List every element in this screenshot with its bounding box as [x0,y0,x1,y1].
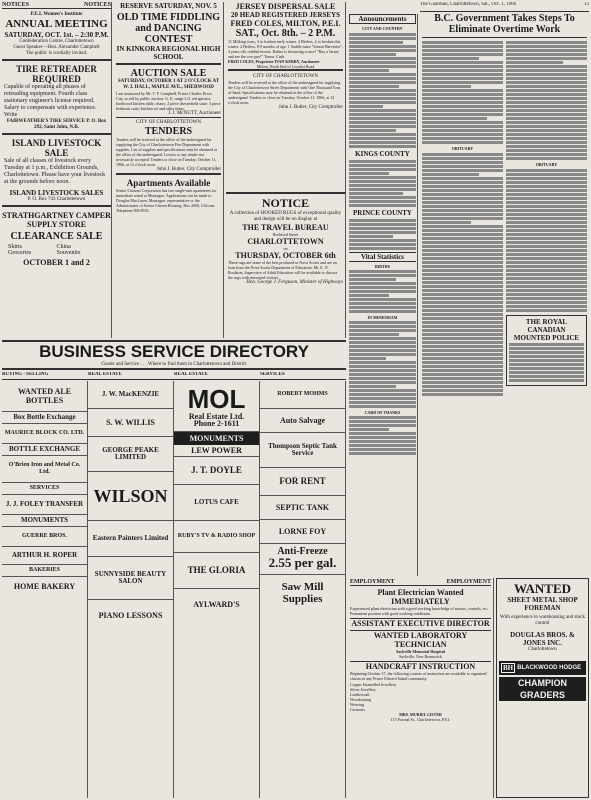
wi-date: SATURDAY, OCT. 1st. – 2:30 P.M. [4,31,109,39]
auction-title: AUCTION SALE [130,68,207,79]
champion-graders: CHAMPION GRADERS [499,677,586,701]
bsd-section: BUYING - SELLING [2,372,49,377]
prince-text-block [349,219,416,250]
lab-place: Sackville Memorial Hospital [396,649,445,654]
bsd-listing: GUERRE BROS. [2,527,87,547]
bsd-col-1 [2,381,88,798]
tire-address: FAIRWEATHER'S TIRE SERVICE P. O. Box 292, Saint John, N.B. [2,119,111,135]
bsd-listing: MAURICE BLOCK CO. LTD. [2,424,87,444]
bsd-listing: Thompson Septic Tank Service [260,433,345,468]
vital-statistics: Vital Statistics [349,252,416,262]
jersey-owner: FRED COLES, MILTON, P.E.I. [230,19,341,28]
notice-sign: Hon. George J. Ferguson, Minister of Highways [246,280,343,285]
business-directory-banner [2,340,346,370]
bsd-listing: SUNNYSIDE BEAUTY SALON [88,557,173,600]
bsd-listing: HOME BAKERY [13,582,76,591]
bsd-listing: J. T. DOYLE [174,457,259,485]
course-item: Silver Jewellery [350,687,376,692]
bsd-listing: Box Bottle Exchange [2,412,87,424]
notice-place: THE TRAVEL BUREAU [242,223,329,232]
memoriam-head: IN MEMORIAM [367,315,398,320]
card-of-thanks-head: CARD OF THANKS [364,410,401,415]
bsd-listing: PIANO LESSONS [98,611,163,620]
jersey-address: Milton, North End of Loyalist Road [228,64,343,71]
page-number: 13 [584,2,589,7]
course-item: Leathercraft [350,692,370,697]
bsd-listing: LEW POWER [174,445,259,457]
births-head: BIRTHS [375,264,390,269]
bsd-listing: AYLWARD'S [193,600,240,609]
wi-org: P.E.I. Women's Institute [30,12,83,17]
monuments-banner: MONUMENTS [174,432,259,445]
bsd-listing: SERVICES [2,483,87,495]
wanted-sub: SHEET METAL SHOP FOREMAN [507,596,578,612]
jersey-title: JERSEY DISPERSAL SALE [235,2,336,11]
notice-street: Rochford Street [272,232,299,237]
wanted-firm: DOUGLAS BROS. & JONES INC. [510,631,575,647]
livestock-name: ISLAND LIVESTOCK SALES [9,189,104,197]
lab-city: Sackville, New Brunswick [399,654,442,659]
bsd-listing: THE GLORIA [174,553,259,589]
blackwood-banner [499,661,586,675]
assistant-title: ASSISTANT EXECUTIVE DIRECTOR [351,619,490,628]
bsd-listing: SEPTIC TANK [260,496,345,520]
bsd-listing: BOTTLE EXCHANGE [2,444,87,456]
events-column [114,2,224,338]
notice-title: NOTICE [261,196,310,210]
employment-head-right: EMPLOYMENT [446,579,491,585]
bsd-listing: FOR RENT [260,468,345,496]
clearance-item: Skirts [8,244,23,250]
announcements-head: Announcements [349,14,416,24]
jersey-column [226,2,346,192]
livestock-title: ISLAND LIVESTOCK SALE [11,138,102,158]
auctioneer: J. J. McNUTT, Auctioneer [116,111,221,118]
rcmp-title: THE ROYAL CANADIAN MOUNTED POLICE [513,318,580,342]
blackwood-name: BLACKWOOD HODGE [517,665,582,671]
handcraft-body: Beginning October 17, the following courses of instruction are available to organized classes in any Prince Edward Island community. [350,671,487,681]
wi-public: The public is cordially invited. [2,51,111,61]
bc-headline: B.C. Government Takes Steps To Eliminate Overtime Work [422,13,587,38]
course-list [350,682,491,712]
clearance-item: Groceries [8,250,32,256]
wanted-city: Charlottetown [528,647,557,652]
wanted-title: WANTED [513,581,572,596]
hooked-rugs-notice [226,192,346,338]
jersey-sub: 20 HEAD REGISTERED JERSEYS [230,11,341,19]
antifreeze-title: Anti-Freeze [277,546,328,557]
notice-body: A collection of HOOKED RUGS of exceptional quality and design will be on display at [229,211,342,222]
notice-city: CHARLOTTETOWN [247,237,324,246]
jersey-date: SAT., Oct. 8th. – 2 P.M. [235,28,336,39]
handcraft-address: 113 Pownal St., Charlottetown, P.E.I. [390,717,451,722]
tenders-body: Tenders will be received at the office of the undersigned for supplying the City of Charlottetown Fire Department with supplies. List of supplies and specifications may be obtained at the office of the undersigned. Lowest or any tender not necessarily accepted. Tenders to close on Tuesday, October 11, 1966, at 12 o'clock noon. [116,137,217,167]
clearance-dates: OCTOBER 1 and 2 [23,258,90,267]
city-label-2: CITY OF CHARLOTTETOWN [253,74,318,79]
bsd-listing: ARTHUR H. ROPER [2,547,87,565]
notice-on: on [283,246,288,251]
mol-name: Real Estate Ltd. [188,412,245,421]
strathgartney-title: STRATHGARTNEY CAMPER SUPPLY STORE [2,211,111,229]
plant-body: Experienced plant electrician with a good working knowledge of motors, controls, etc. Permanent position with good working conditions. [350,606,489,616]
bsd-listing: J. W. MacKENZIE [88,381,173,409]
notices-header-left: NOTICES [2,2,30,8]
auction-date: SATURDAY, OCTOBER 1 AT 2 O'CLOCK AT W. I. HALL, MAPLE AVE., SHERWOOD [117,79,220,90]
employment-head-left: EMPLOYMENT [350,579,395,585]
tenders-title: TENDERS [144,126,193,137]
bsd-listing: Auto Salvage [260,409,345,433]
clearance-item: Souvenirs [56,250,81,256]
lab-title: WANTED LABORATORY TECHNICIAN [350,630,491,649]
masthead [420,2,589,12]
bsd-section: REAL ESTATE [174,372,208,377]
auction-body: I am instructed by Mr. T. P. Campbell, Prince Charles Drive, City, to sell by public auction: G. E. range 3 ft. refrigerator; hardwood kitchen table, chairs; 2 piece chesterfield suite; 3 piece bedroom suite; kitchen set and other items. [116,91,221,111]
bsd-listing: RUBY'S TV & RADIO SHOP [174,521,259,553]
mol-phone: Phone 2-1611 [193,419,240,428]
antifreeze-ad [260,544,345,575]
wi-place: Confederation Centre, Charlottetown [19,39,94,44]
handcraft-sign: MRS. MURIEL LISTER [399,712,442,717]
clearance-title: CLEARANCE SALE [10,231,103,242]
livestock-address: P. O. Box 743 Charlottetown [2,197,111,207]
bsd-listing: BAKERIES [2,565,87,577]
obituary-head-1: OBITUARY [451,146,474,151]
notice-more: These rugs are some of the best produced in Nova Scotia and are on loan from the Nova Scotia Department of Education. Mr. E. N. Roulston, Supervisor of Adult Education will be available to discuss the rugs with interested visitors. [228,260,338,280]
bsd-col-2 [88,381,174,798]
jersey-sign: FRED COLES, Proprietor IVAN KERRY, Auctioneer [228,59,320,64]
reserve-date: RESERVE SATURDAY, NOV. 5 [120,2,217,10]
bsd-listing: O'Brien Iron and Metal Co. Ltd. [2,456,87,483]
obituary-head-2: OBITUARY [535,162,558,167]
tire-title: TIRE RETREADER REQUIRED [16,64,97,84]
handcraft-title: HANDCRAFT INSTRUCTION [350,661,491,671]
bh-logo-icon: BH [503,664,514,672]
prince-county: PRINCE COUNTY [353,209,412,217]
notices-column [2,2,112,338]
clearance-item: China [56,244,71,250]
employment-panel-lower [348,578,494,798]
jersey-body: 11 Milking cows, 3 to freshen early winter. 4 Heifers, 2 to freshen this winter. 4 Heifers, 8-9 months of age. 1 Saddle mare "Simon Harvester", 4 years old, reddish brown. Rather is becoming scarce! "Buy a Jersey and see the cow pay!" Terms: Cash. [228,39,343,59]
bsd-listing: WILSON [88,472,173,521]
wanted-ad [496,578,589,798]
city-and-country: CITY AND COUNTRY [362,26,403,31]
bsd-listing: ROBERT MOHMS [260,381,345,409]
fiddle-title: OLD TIME FIDDLING and DANCING CONTEST [116,12,221,45]
kings-text-block [349,160,416,207]
bsd-listing: GEORGE PEAKE LIMITED [88,437,173,472]
wi-event: ANNUAL MEETING [5,18,108,30]
bsd-listing: Eastern Painters Limited [88,521,173,557]
city-label: CITY OF CHARLOTTETOWN [136,120,201,125]
bsd-listing: MONUMENTS [2,515,87,527]
births-text-block [349,270,416,313]
antifreeze-price: 2.55 per gal. [268,555,337,570]
course-item: Ceramics [350,707,366,712]
bsd-section: REAL ESTATE [88,372,122,377]
sawmill-title: Saw Mill Supplies [281,581,324,605]
bsd-listing: LOTUS CAFE [174,485,259,521]
mol-logo: MOL [187,384,246,414]
tire-body: Capable of operating all phases of retreading equipment. Fourth class stationary engineer's license required. Salary to compensate with experience. Write [4,84,97,118]
fiddle-place: IN KINKORA REGIONAL HIGH SCHOOL [116,45,221,65]
kings-county: KINGS COUNTY [355,150,410,158]
bsd-listing: S. W. WILLIS [88,409,173,437]
bsd-listing: WANTED ALE BOTTLES [2,381,87,412]
apartments-body: Senior Citizens Corporation has two single-unit apartments for immediate rental at Montague. Applications can be made to Douglas MacLaren, Montague, representative or the Administrator of Senior Citizen Housing, Box 2000, Ch'town. Telephone 894-8531. [116,188,217,213]
notices-header-right: NOTICES [83,2,111,8]
tenders-sign: John J. Butler, City Comptroller [116,167,221,175]
bsd-col-4 [260,381,346,798]
bsd-subtitle: Goods and Service . . . Where to find them in Charlottetown and District [101,362,247,367]
course-item: Woodturning [350,697,372,702]
paper-dateline: The Guardian, Charlottetown, Sat., Oct. 1, 1966 [420,2,517,7]
bsd-section: SERVICES [260,372,285,377]
wi-speaker: Guest Speaker—Hon. Alexander Campbell [13,45,100,50]
tenders-sign-2: John J. Butler, City Comptroller [278,105,343,110]
course-item: Copper Enamelled Jewellery [350,682,397,687]
mol-ad [174,381,259,432]
announcement-text-block [349,33,416,148]
bsd-col-3 [174,381,260,798]
tenders-body-2: Tenders will be received at the office of the undersigned for supplying the City of Charlottetown Street Department with One Thousand Tons of Sand. Specifications may be obtained at the office of the undersigned. Tenders to close on Tuesday, October 11, 1966, at 12 o'clock noon. [228,80,341,105]
bsd-listing: J. J. FOLEY TRANSFER [2,495,87,515]
apartments-title: Apartments Available [126,178,211,188]
wanted-body: With experience in warehousing and stock control [500,615,585,626]
bsd-listing: LORNE FOY [260,520,345,544]
livestock-body: Sale of all classes of livestock every Tuesday at 1 p.m., Exhibition Grounds, Charlottetown. Please have your livestock at the grounds before noon. [4,158,106,185]
plant-title: Plant Electrician Wanted IMMEDIATELY [377,588,464,606]
notice-date: THURSDAY, OCTOBER 6th [235,251,336,260]
bsd-title: BUSINESS SERVICE DIRECTORY [39,342,309,361]
bsd-section-bar [2,372,346,380]
course-item: Weaving [350,702,365,707]
